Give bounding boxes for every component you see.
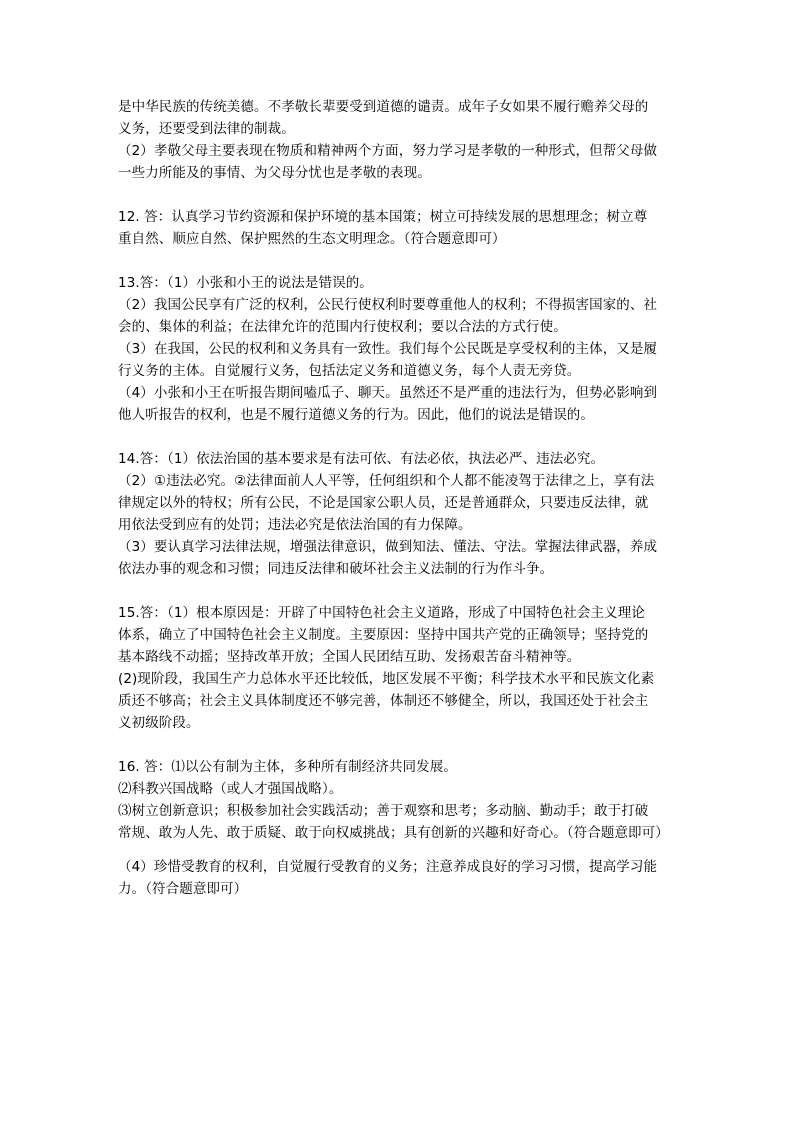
text-line: ⑵科教兴国战略（或人才强国战略）。 [118, 781, 343, 797]
text-line: 用依法受到应有的处罚；违法必究是依法治国的有力保障。 [118, 517, 472, 533]
answer-15 [118, 602, 688, 734]
answer-14 [118, 448, 688, 580]
text-line: (2)现阶段，我国生产力总体水平还比较低，地区发展不平衡；科学技术水平和民族文化素 [118, 671, 655, 687]
answer-16-part-4 [118, 856, 688, 900]
text-line: 力。（符合题意即可） [118, 881, 248, 897]
text-line: （3）要认真学习法律法规，增强法律意识，做到知法、懂法、守法。掌握法律武器，养成 [118, 539, 658, 555]
text-line: ⑶树立创新意识；积极参加社会实践活动；善于观察和思考；多动脑、勤动手；敢于打破 [118, 803, 649, 819]
text-line: （2）孝敬父母主要表现在物质和精神两个方面，努力学习是孝敬的一种形式，但帮父母做 [118, 143, 658, 159]
text-line: 律规定以外的特权；所有公民，不论是国家公职人员，还是普通群众，只要违反法律，就 [118, 495, 649, 511]
text-line: 义务，还要受到法律的制裁。 [118, 121, 295, 137]
text-line: 一些力所能及的事情、为父母分忧也是孝敬的表现。 [118, 165, 431, 181]
text-line: 16. 答：⑴以公有制为主体，多种所有制经济共同发展。 [118, 759, 457, 775]
text-line: 会的、集体的利益；在法律允许的范围内行使权利；要以合法的方式行使。 [118, 319, 567, 335]
answer-11-continued [118, 96, 688, 184]
answer-16 [118, 756, 688, 844]
answer-12 [118, 206, 688, 250]
text-line: 依法办事的观念和习惯；同违反法律和破坏社会主义法制的行为作斗争。 [118, 561, 554, 577]
text-line: 12. 答：认真学习节约资源和保护环境的基本国策；树立可持续发展的思想理念；树立尊 [118, 209, 648, 225]
document-page [118, 96, 688, 922]
text-line: 体系，确立了中国特色社会主义制度。主要原因：坚持中国共产党的正确领导；坚持党的 [118, 627, 649, 643]
text-line: 13.答：（1）小张和小王的说法是错误的。 [118, 275, 373, 291]
text-line: （2）①违法必究。②法律面前人人平等，任何组织和个人都不能凌驾于法律之上，享有法 [118, 473, 655, 489]
text-line: （4）珍惜受教育的权利，自觉履行受教育的义务；注意养成良好的学习习惯，提高学习能 [118, 859, 658, 875]
answer-13 [118, 272, 688, 426]
text-line: （4）小张和小王在听报告期间嗑瓜子、聊天。虽然还不是严重的违法行为，但势必影响到 [118, 385, 658, 401]
text-line: （3）在我国，公民的权利和义务具有一致性。我们每个公民既是享受权利的主体，又是履 [118, 341, 658, 357]
text-line: 14.答：（1）依法治国的基本要求是有法可依、有法必依，执法必严、违法必究。 [118, 451, 605, 467]
text-line: 重自然、顺应自然、保护熙然的生态文明理念。（符合题意即可） [118, 231, 506, 247]
text-line: 义初级阶段。 [118, 715, 200, 731]
text-line: 是中华民族的传统美德。不孝敬长辈要受到道德的谴责。成年子女如果不履行赡养父母的 [118, 99, 649, 115]
text-line: 15.答：（1）根本原因是：开辟了中国特色社会主义道路，形成了中国特色社会主义理论 [118, 605, 645, 621]
text-line: 行义务的主体。自觉履行义务，包括法定义务和道德义务，每个人责无旁贷。 [118, 363, 581, 379]
text-line: 质还不够高；社会主义具体制度还不够完善，体制还不够健全，所以，我国还处于社会主 [118, 693, 649, 709]
text-line: 他人听报告的权利，也是不履行道德义务的行为。因此，他们的说法是错误的。 [118, 407, 594, 423]
text-line: 基本路线不动摇；坚持改革开放；全国人民团结互助、发扬艰苦奋斗精神等。 [118, 649, 581, 665]
text-line: 常规、敢为人先、敢于质疑、敢于向权威挑战；具有创新的兴趣和好奇心。（符合题意即可） [118, 825, 669, 841]
text-line: （2）我国公民享有广泛的权利，公民行使权利时要尊重他人的权利；不得损害国家的、社 [118, 297, 658, 313]
